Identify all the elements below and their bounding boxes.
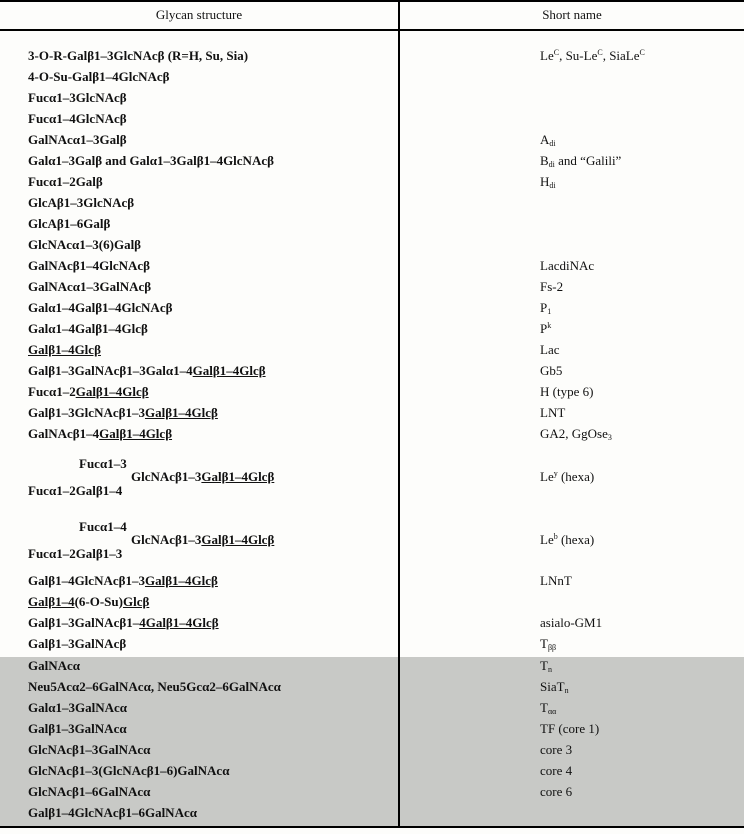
glycan-structure-cell: Galβ1–3GalNAcβ: [28, 636, 127, 651]
glycan-structure-cell: Fucα1–3GlcNAcβ: [28, 90, 127, 105]
table-top-rule: [0, 0, 744, 2]
table-row: [0, 657, 744, 678]
short-name-cell: $P_1$: [540, 300, 552, 316]
glycan-structure-cell: GalNAcα: [28, 658, 81, 673]
short-name-cell: LNT: [540, 405, 566, 420]
table-row: [0, 320, 744, 341]
short-name-cell: core 6: [540, 784, 573, 799]
glycan-structure-cell: Galβ1–3GalNAcβ1–4Galβ1–4Glcβ: [28, 615, 219, 630]
short-name-cell: $H_{di}$: [540, 174, 556, 190]
table-row: [0, 783, 744, 804]
short-name-cell: GA2, GgOse$_3$: [540, 426, 612, 442]
short-name-cell: H (type 6): [540, 384, 594, 399]
short-name-cell: Le$^b$ (hexa): [540, 532, 595, 547]
glycan-structure-cell: GlcNAcβ1–6GalNAcα: [28, 784, 151, 799]
glycan-structure-cell: GalNAcα1–3Galβ: [28, 132, 127, 147]
short-name-cell: TF (core 1): [540, 721, 600, 736]
short-name-cell: Gb5: [540, 363, 563, 378]
glycan-structure-cell: Galα1–3GalNAcα: [28, 700, 128, 715]
table-row: [0, 194, 744, 215]
short-name-cell: Lac: [540, 342, 560, 357]
table-header-rule: [0, 29, 744, 31]
glycan-structure-cell: Neu5Acα2–6GalNAcα, Neu5Gcα2–6GalNAcα: [28, 679, 281, 694]
glycan-structure-cell: Galα1–4Galβ1–4Glcβ: [28, 321, 148, 336]
table-row: [0, 741, 744, 762]
glycan-structure-cell: Galβ1–3GalNAcβ1–3Galα1–4Galβ1–4Glcβ: [28, 363, 266, 378]
glycan-structure-cell: GalNAcβ1–4GlcNAcβ: [28, 258, 151, 273]
table-row: [0, 804, 744, 825]
table-row: [0, 173, 744, 194]
glycan-structure-cell: Fucα1–4GlcNAcβ: [28, 111, 127, 126]
short-name-cell: core 3: [540, 742, 573, 757]
glycan-structure-cell: GlcNAcβ1–3(GlcNAcβ1–6)GalNAcα: [28, 763, 230, 778]
glycan-structure-cell: Galβ1–4(6-O-Su)Glcβ: [28, 594, 150, 609]
table-row: [0, 593, 744, 614]
table-row: [0, 614, 744, 635]
table-row: [0, 215, 744, 236]
glycan-structure-cell: GlcAβ1–6Galβ: [28, 216, 111, 231]
branch-top: Fucα1–4: [79, 519, 127, 534]
glycan-structure-cell: Galβ1–3GalNAcα: [28, 721, 127, 736]
table-row: [0, 635, 744, 656]
table-row: [0, 425, 744, 446]
table-row: [0, 341, 744, 362]
table-row: [0, 89, 744, 110]
table-row: [0, 68, 744, 89]
glycan-structure-cell: 3-O-R-Galβ1–3GlcNAcβ (R=H, Su, Sia): [28, 48, 249, 63]
glycan-structure-cell: Galα1–4Galβ1–4GlcNAcβ: [28, 300, 173, 315]
table-row: [0, 720, 744, 741]
table-row: [0, 572, 744, 593]
branch-bottom: Fucα1–2Galβ1–3: [28, 546, 123, 561]
short-name-cell: $T_{\alpha\alpha}$: [540, 700, 557, 716]
short-name-cell: LNnT: [540, 573, 572, 588]
glycan-structure-cell: Galα1–3Galβ and Galα1–3Galβ1–4GlcNAcβ: [28, 153, 274, 168]
table-row: [0, 152, 744, 173]
glycan-structure-cell: GalNAcβ1–4Galβ1–4Glcβ: [28, 426, 173, 441]
table-row: [0, 762, 744, 783]
glycan-structure-cell: GalNAcα1–3GalNAcβ: [28, 279, 152, 294]
glycan-structure-cell: GlcNAcα1–3(6)Galβ: [28, 237, 142, 252]
short-name-cell: $T_n$: [540, 658, 552, 674]
table-row: [0, 383, 744, 404]
short-name-cell: $P^k$: [540, 321, 552, 336]
table-row: [0, 47, 744, 68]
short-name-cell: core 4: [540, 763, 573, 778]
glycan-structure-cell: Galβ1–3GlcNAcβ1–3Galβ1–4Glcβ: [28, 405, 218, 420]
header-short-name: Short name: [542, 7, 602, 22]
short-name-cell: LacdiNAc: [540, 258, 595, 273]
glycan-structure-cell: GlcAβ1–3GlcNAcβ: [28, 195, 135, 210]
short-name-cell: $Le^C$, $Su-Le^C$, SiaLe$^C$: [540, 48, 645, 63]
short-name-cell: asialo-GM1: [540, 615, 603, 630]
branch-top: Fucα1–3: [79, 456, 127, 471]
short-name-cell: SiaT$_n$: [540, 679, 569, 695]
glycan-structure-cell: GlcNAcβ1–3GalNAcα: [28, 742, 151, 757]
table-row: [0, 110, 744, 131]
branch-bottom: Fucα1–2Galβ1–4: [28, 483, 123, 498]
table-bottom-rule: [0, 826, 744, 828]
glycan-structure-cell: Galβ1–4Glcβ: [28, 342, 101, 357]
table-row: [0, 257, 744, 278]
table-row: [0, 236, 744, 257]
short-name-cell: $T_{\beta\beta}$: [540, 636, 557, 652]
table-row: [0, 278, 744, 299]
glycan-structure-cell: Galβ1–4GlcNAcβ1–3Galβ1–4Glcβ: [28, 573, 218, 588]
table-row: [0, 131, 744, 152]
table-row: [0, 299, 744, 320]
glycan-structure-cell: 4-O-Su-Galβ1–4GlcNAcβ: [28, 69, 170, 84]
branch-main-chain: GlcNAcβ1–3Galβ1–4Glcβ: [131, 469, 275, 484]
short-name-cell: Fs-2: [540, 279, 564, 294]
table-row: [0, 699, 744, 720]
glycan-structure-cell: Fucα1–2Galβ: [28, 174, 103, 189]
table-row: [0, 404, 744, 425]
glycan-structure-cell: Galβ1–4GlcNAcβ1–6GalNAcα: [28, 805, 197, 820]
table-row: [0, 362, 744, 383]
short-name-cell: $A_{di}$: [540, 132, 556, 148]
short-name-cell: $B_{di}$ and “Galili”: [540, 153, 622, 169]
glycan-structure-cell: Fucα1–2Galβ1–4Glcβ: [28, 384, 149, 399]
short-name-cell: Le$^y$ (hexa): [540, 469, 595, 484]
table-row: [0, 678, 744, 699]
header-glycan-structure: Glycan structure: [155, 7, 243, 22]
branch-main-chain: GlcNAcβ1–3Galβ1–4Glcβ: [131, 532, 275, 547]
